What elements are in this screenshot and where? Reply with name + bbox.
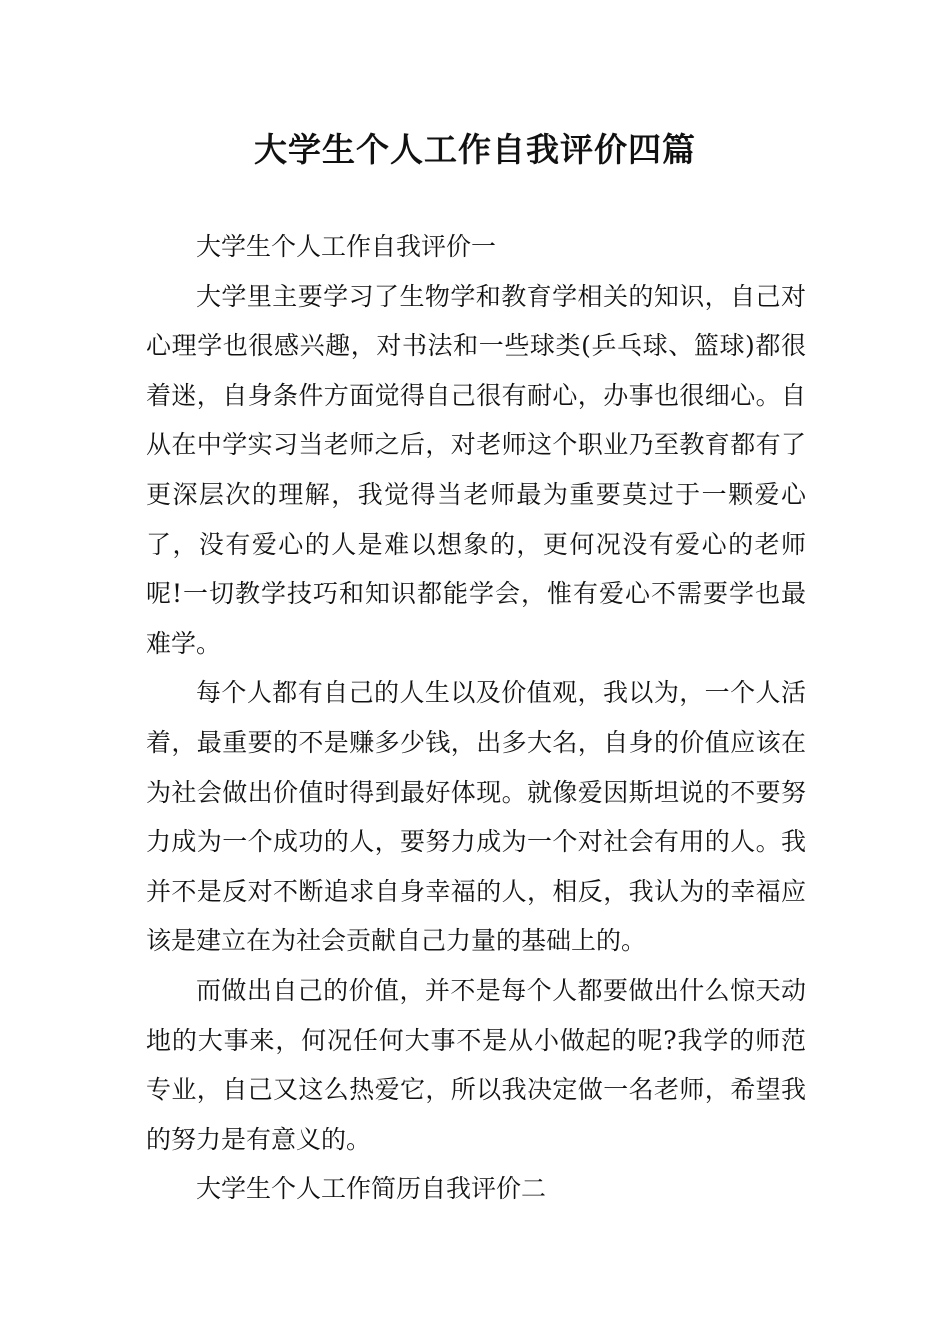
document-title: 大学生个人工作自我评价四篇 xyxy=(254,130,696,169)
body-paragraph-2: 每个人都有自己的人生以及价值观，我以为，一个人活着，最重要的不是赚多少钱，出多大名，自身的价值应该在为社会做出价值时得到最好体现。就像爱因斯坦说的不要努力成为一个成功的人，要努力成为一个对社会有用的人。我并不是反对不断追求自身幸福的人，相反，我认为的幸福应该是建立在为社会贡献自己力量的基础上的。 xyxy=(146,678,806,956)
body-paragraph-3: 而做出自己的价值，并不是每个人都要做出什么惊天动地的大事来，何况任何大事不是从小做起的呢?我学的师范专业，自己又这么热爱它，所以我决定做一名老师，希望我的努力是有意义的。 xyxy=(146,975,806,1154)
body-paragraph-1: 大学里主要学习了生物学和教育学相关的知识，自己对心理学也很感兴趣，对书法和一些球类(乒乓球、篮球)都很着迷，自身条件方面觉得自己很有耐心，办事也很细心。自从在中学实习当老师之后，对老师这个职业乃至教育都有了更深层次的理解，我觉得当老师最为重要莫过于一颗爱心了，没有爱心的人是难以想象的，更何况没有爱心的老师呢!一切教学技巧和知识都能学会，惟有爱心不需要学也最难学。 xyxy=(146,281,806,658)
section-heading-1: 大学生个人工作自我评价一 xyxy=(196,232,497,261)
document-body xyxy=(146,222,806,1214)
section-heading-2: 大学生个人工作简历自我评价二 xyxy=(196,1174,547,1204)
